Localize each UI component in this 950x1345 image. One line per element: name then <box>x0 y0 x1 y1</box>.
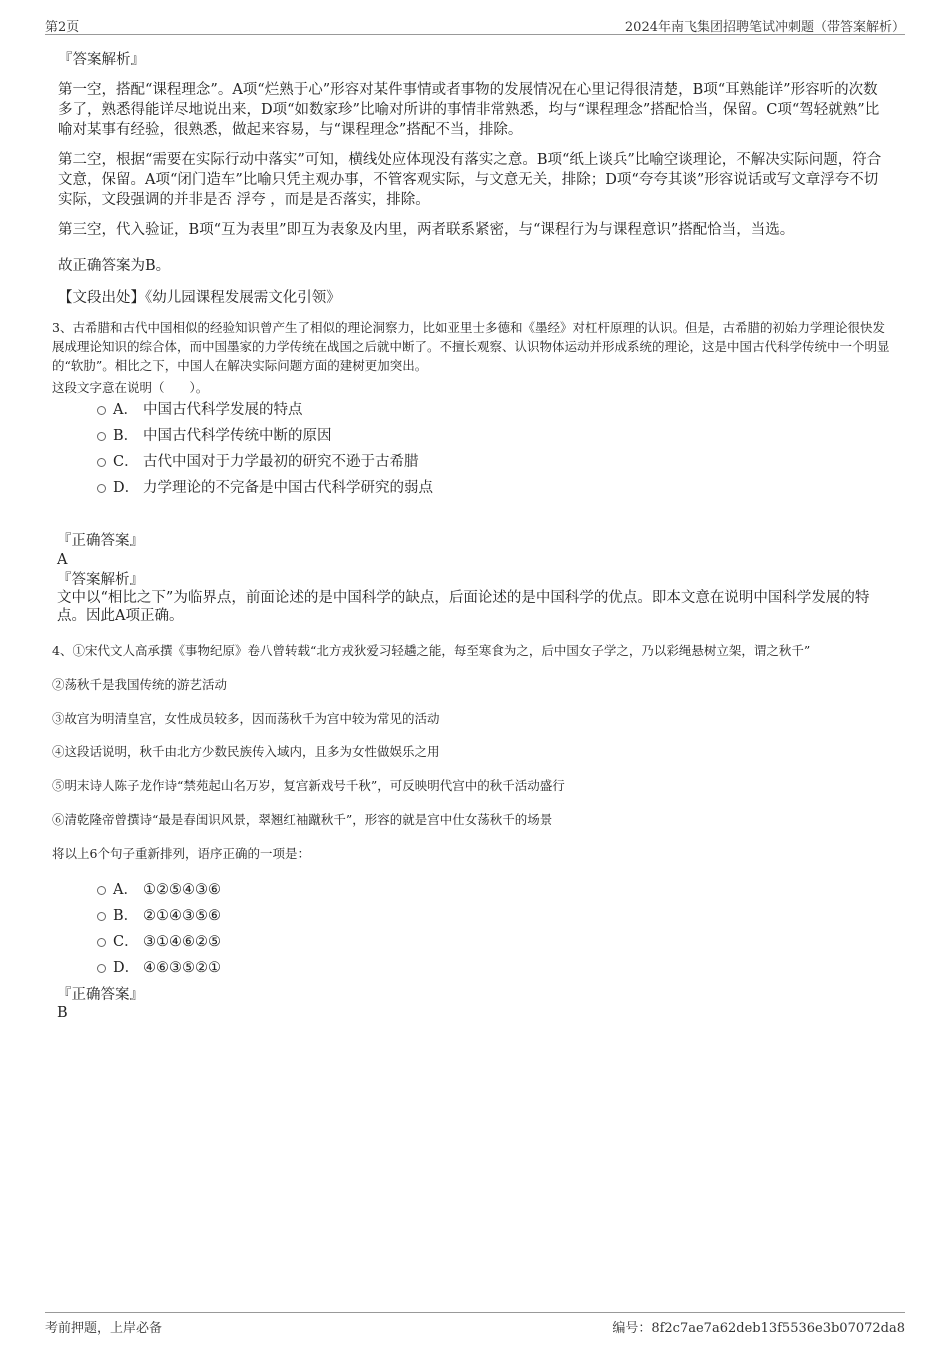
q4-sentence-5: ⑤明末诗人陈子龙作诗“禁苑起山名万岁，复宫新戏号千秋”，可反映明代宫中的秋千活动盛行 <box>52 778 565 793</box>
page-header <box>45 14 905 35</box>
q4-option-d[interactable]: D． ④⑥③⑤②① <box>55 955 895 981</box>
q4-correct-label: 『正确答案』 <box>57 987 144 1003</box>
document-title: 2024年南飞集团招聘笔试冲刺题（带答案解析） <box>624 20 905 35</box>
radio-icon[interactable] <box>97 886 106 895</box>
q4-question: 将以上6个句子重新排列，语序正确的一项是： <box>52 846 310 861</box>
q3-correct-answer: A <box>57 552 68 568</box>
q2-analysis-p3: 第三空，代入验证，B项“互为表里”即互为表象及内里，两者联系紧密，与“课程行为与课程意识”搭配恰当，当选。 <box>58 222 795 238</box>
q3-option-c[interactable]: C． 古代中国对于力学最初的研究不逊于古希腊 <box>55 449 895 475</box>
radio-icon[interactable] <box>97 458 106 467</box>
q2-source: 【文段出处】《幼儿园课程发展需文化引领》 <box>58 290 341 306</box>
q4-option-a[interactable]: A． ①②⑤④③⑥ <box>55 877 895 903</box>
q3-option-b[interactable]: B． 中国古代科学传统中断的原因 <box>55 423 895 449</box>
q2-analysis-p2: 第二空，根据“需要在实际行动中落实”可知，横线处应体现没有落实之意。B项“纸上谈兵”比喻空谈理论，不解决实际问题，符合文意，保留。A项“闭门造车”比喻只凭主观办事，不管客观实际，与文意无关，排除；D项“夸夸其谈”形容说话或写文章浮夸不切实际，文段强调的并非是否 浮夸 ，而是是否落实，排除。 <box>58 152 882 208</box>
radio-icon[interactable] <box>97 964 106 973</box>
q3-option-a[interactable]: A． 中国古代科学发展的特点 <box>55 397 895 423</box>
q4-options <box>55 877 895 981</box>
page-number: 第2页 <box>45 20 80 35</box>
footer-slogan: 考前押题，上岸必备 <box>45 1321 163 1336</box>
radio-icon[interactable] <box>97 912 106 921</box>
q3-analysis-label: 『答案解析』 <box>57 572 144 588</box>
q4-option-c[interactable]: C． ③①④⑥②⑤ <box>55 929 895 955</box>
q2-analysis-label: 『答案解析』 <box>58 52 145 68</box>
q3-option-d[interactable]: D． 力学理论的不完备是中国古代科学研究的弱点 <box>55 475 895 501</box>
q4-correct-answer: B <box>57 1005 68 1021</box>
page-footer <box>45 1312 905 1335</box>
radio-icon[interactable] <box>97 432 106 441</box>
q3-stem: 3、古希腊和古代中国相似的经验知识曾产生了相似的理论洞察力，比如亚里士多德和《墨经》对杠杆原理的认识。但是，古希腊的初始力学理论很快发展成理论知识的综合体，而中国墨家的力学传统在战国之后就中断了。不擅长观察、认识物体运动并形成系统的理论，这是中国古代科学传统中一个明显的“软肋”。相比之下，中国人在解决实际问题方面的建树更加突出。 <box>52 320 890 373</box>
q4-sentence-3: ③故宫为明清皇宫，女性成员较多，因而荡秋千为宫中较为常见的活动 <box>52 711 440 726</box>
q3-question: 这段文字意在说明（ ）。 <box>52 380 209 395</box>
q2-analysis-p1: 第一空，搭配“课程理念”。A项“烂熟于心”形容对某件事情或者事物的发展情况在心里记得很清楚，B项“耳熟能详”形容听的次数多了，熟悉得能详尽地说出来，D项“如数家珍”比喻对所讲的事情非常熟悉，均与“课程理念”搭配恰当，保留。C项“驾轻就熟”比喻对某事有经验，很熟悉，做起来容易，与“课程理念”搭配不当，排除。 <box>58 82 880 138</box>
q4-sentence-6: ⑥清乾隆帝曾撰诗“最是春闺识风景，翠翘红袖蹴秋千”，形容的就是宫中仕女荡秋千的场景 <box>52 812 553 827</box>
q3-analysis: 文中以“相比之下”为临界点，前面论述的是中国科学的缺点，后面论述的是中国科学的优点。即本文意在说明中国科学发展的特点。因此A项正确。 <box>57 590 870 624</box>
radio-icon[interactable] <box>97 406 106 415</box>
document-id: 编号：8f2c7ae7a62deb13f5536e3b07072da8 <box>612 1321 905 1336</box>
q3-correct-label: 『正确答案』 <box>57 533 144 549</box>
q3-options <box>55 397 895 501</box>
radio-icon[interactable] <box>97 938 106 947</box>
q4-sentence-4: ④这段话说明，秋千由北方少数民族传入域内，且多为女性做娱乐之用 <box>52 744 440 759</box>
q4-option-b[interactable]: B． ②①④③⑤⑥ <box>55 903 895 929</box>
q4-sentence-2: ②荡秋千是我国传统的游艺活动 <box>52 677 228 692</box>
q2-answer-statement: 故正确答案为B。 <box>58 258 171 274</box>
radio-icon[interactable] <box>97 484 106 493</box>
q4-sentence-1: 4、①宋代文人高承撰《事物纪原》卷八曾转载“北方戎狄爱习轻趫之能，每至寒食为之，后中国女子学之，乃以彩绳悬树立架，谓之秋千” <box>52 643 811 658</box>
